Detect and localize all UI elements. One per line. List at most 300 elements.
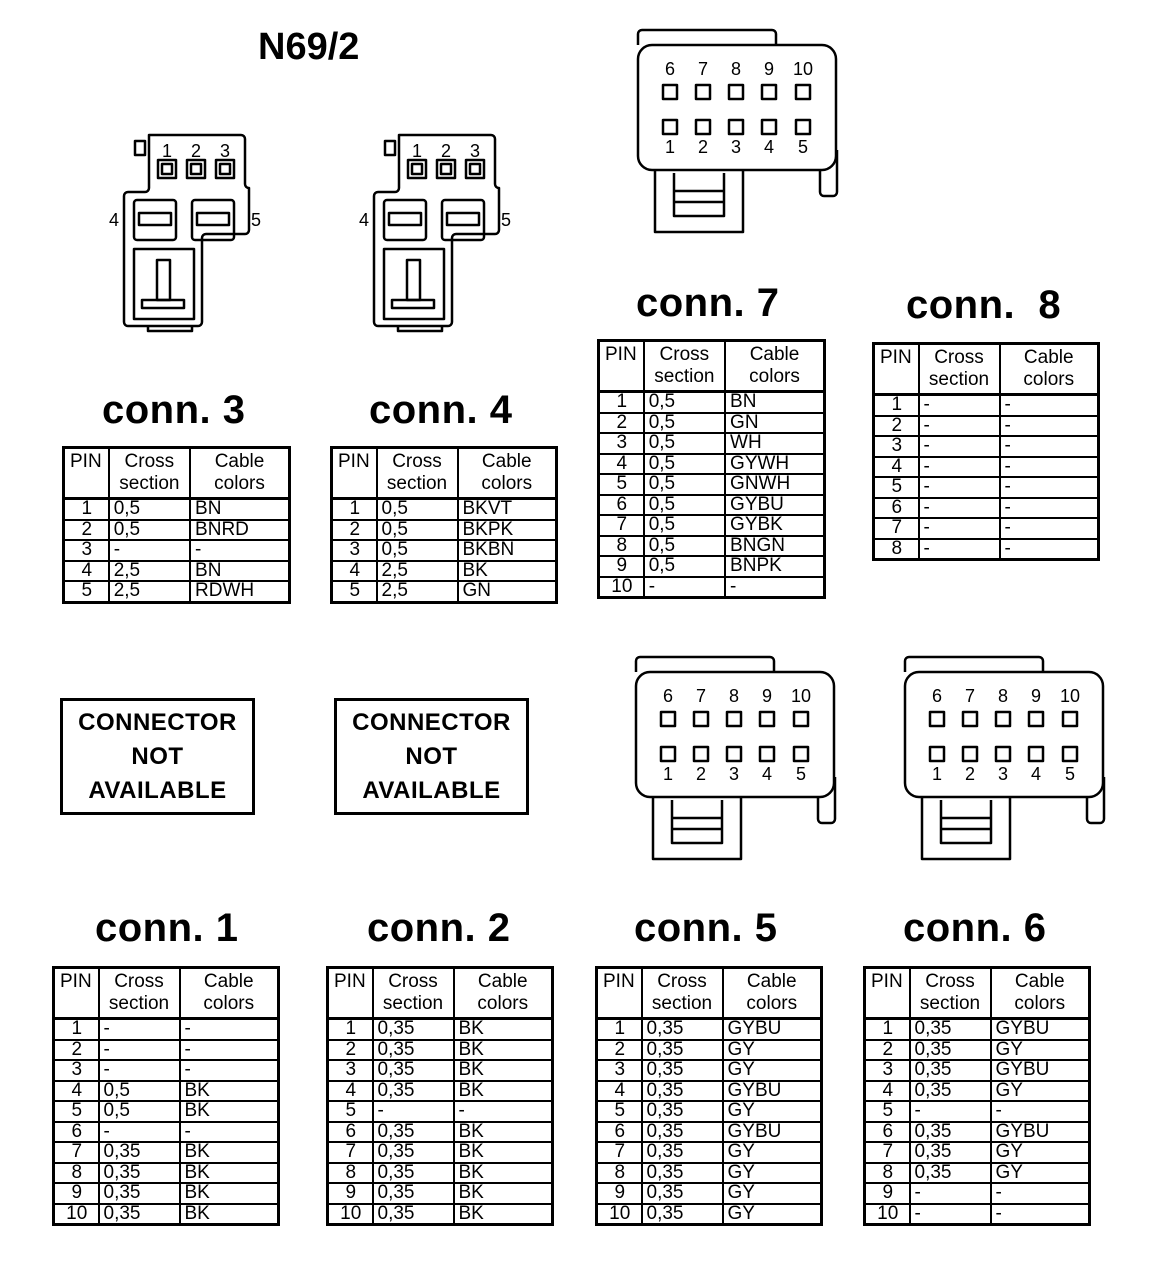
pin-number: 7 [597, 1142, 642, 1163]
small-pin [437, 160, 455, 178]
cross-section-value: 2,5 [109, 581, 190, 602]
cross-section-value: 0,5 [644, 392, 725, 413]
connector-3-drawing [104, 132, 264, 337]
connector-7-drawing [630, 30, 845, 240]
pin-label: 5 [797, 137, 809, 157]
table-row [54, 1142, 279, 1163]
pin-number: 1 [865, 1019, 910, 1040]
cross-section-value: 0,35 [373, 1019, 454, 1040]
cable-color-value: BKVT [458, 499, 557, 520]
connector-6-drawing [897, 657, 1112, 867]
cable-color-value: - [1000, 477, 1099, 498]
pin-header: PIN [597, 968, 642, 1019]
top-pin [963, 712, 977, 726]
table-row [54, 1081, 279, 1102]
pin-number: 3 [64, 540, 109, 561]
cross-section-value: 0,35 [910, 1142, 991, 1163]
cross-section-header: Cross section [919, 344, 1000, 395]
cable-color-value: GY [723, 1101, 822, 1122]
cross-section-value: 0,35 [910, 1081, 991, 1102]
cable-color-value: BNRD [190, 520, 289, 541]
top-pin [663, 85, 677, 99]
cross-section-header: Cross section [109, 448, 190, 499]
pin-number: 5 [332, 581, 377, 602]
cable-color-value: GY [723, 1142, 822, 1163]
table-row [599, 454, 825, 475]
page-title: N69/2 [258, 26, 360, 68]
pin-number: 9 [597, 1183, 642, 1204]
pin-header: PIN [64, 448, 109, 499]
cross-section-value: 0,35 [373, 1081, 454, 1102]
pin-label: 5 [795, 764, 807, 784]
small-pin [408, 160, 426, 178]
pin-number: 3 [865, 1060, 910, 1081]
pin-label: 7 [964, 686, 976, 706]
back-plate [638, 30, 776, 45]
top-pin [729, 85, 743, 99]
pin-number: 6 [597, 1122, 642, 1143]
top-pin [696, 85, 710, 99]
cross-section-value: 0,35 [642, 1060, 723, 1081]
pin-number: 1 [328, 1019, 373, 1040]
cross-section-value: 0,5 [644, 433, 725, 454]
pin-header: PIN [599, 341, 644, 392]
table-row [54, 1183, 279, 1204]
cable-colors-header: Cable colors [454, 968, 553, 1019]
pin-number: 2 [64, 520, 109, 541]
table-row [599, 392, 825, 413]
cable-color-value: RDWH [190, 581, 289, 602]
table-row [328, 1163, 553, 1184]
table-row [54, 1122, 279, 1143]
cable-color-value: - [1000, 395, 1099, 416]
cross-section-value: - [99, 1040, 180, 1061]
conn1-pin-table [52, 966, 280, 1226]
top-pin [694, 712, 708, 726]
bottom-pin [1029, 747, 1043, 761]
pin-label: 6 [931, 686, 943, 706]
pin-label: 1 [411, 141, 423, 161]
pin-number: 10 [599, 577, 644, 598]
table-row [597, 1183, 822, 1204]
cable-color-value: GYBU [991, 1060, 1090, 1081]
cable-color-value: BK [454, 1060, 553, 1081]
table-row [332, 499, 557, 520]
pin-label: 1 [664, 137, 676, 157]
table-row [599, 536, 825, 557]
pin-label: 2 [440, 141, 452, 161]
pin-label: 8 [730, 59, 742, 79]
table-row [328, 1081, 553, 1102]
pin-number: 1 [332, 499, 377, 520]
table-row [64, 581, 290, 602]
pin-number: 8 [865, 1163, 910, 1184]
pin-number: 4 [332, 561, 377, 582]
pin-number: 1 [64, 499, 109, 520]
cross-section-value: - [919, 539, 1000, 560]
cable-color-value: BK [454, 1040, 553, 1061]
cable-color-value: GY [723, 1163, 822, 1184]
top-pin [762, 85, 776, 99]
pin-label: 2 [190, 141, 202, 161]
latch-inner [672, 800, 722, 843]
conn1-title: conn. 1 [95, 906, 239, 950]
cable-color-value: GY [991, 1081, 1090, 1102]
cross-section-value: 0,5 [644, 536, 725, 557]
pin-number: 3 [54, 1060, 99, 1081]
small-pin [187, 160, 205, 178]
pin-label: 9 [763, 59, 775, 79]
pin-label: 10 [792, 59, 814, 79]
cross-section-value: - [919, 416, 1000, 437]
cross-section-value: 0,35 [910, 1019, 991, 1040]
table-row [328, 1204, 553, 1225]
pin-number: 10 [597, 1204, 642, 1225]
cable-color-value: - [180, 1019, 279, 1040]
pin-header: PIN [874, 344, 919, 395]
table-row [865, 1142, 1090, 1163]
cable-color-value: GY [991, 1040, 1090, 1061]
na-line-2: NOT [131, 743, 184, 770]
table-row [597, 1163, 822, 1184]
cable-color-value: - [1000, 457, 1099, 478]
bottom-pin [694, 747, 708, 761]
cable-color-value: GYBU [723, 1081, 822, 1102]
table-row [597, 1204, 822, 1225]
cross-section-header: Cross section [910, 968, 991, 1019]
pin-number: 5 [54, 1101, 99, 1122]
na-line-2: NOT [405, 743, 458, 770]
table-row [599, 433, 825, 454]
connector-1-not-available [60, 698, 255, 815]
table-row [597, 1101, 822, 1122]
pin-label: 5 [501, 210, 512, 230]
table-row [865, 1204, 1090, 1225]
pin-label: 9 [1030, 686, 1042, 706]
pin-label: 6 [664, 59, 676, 79]
cross-section-value: 2,5 [109, 561, 190, 582]
pin-label: 5 [1064, 764, 1076, 784]
latch-base [142, 300, 184, 308]
cross-section-value: 0,35 [910, 1122, 991, 1143]
cable-color-value: - [180, 1040, 279, 1061]
pin-number: 8 [54, 1163, 99, 1184]
cable-color-value: - [991, 1183, 1090, 1204]
conn8-title: conn. 8 [906, 283, 1062, 327]
pin-number: 4 [865, 1081, 910, 1102]
bottom-pin [996, 747, 1010, 761]
pin-4-housing [384, 200, 426, 240]
pin-number: 2 [865, 1040, 910, 1061]
cross-section-header: Cross section [373, 968, 454, 1019]
table-row [874, 395, 1099, 416]
pin-number: 7 [599, 515, 644, 536]
table-row [597, 1122, 822, 1143]
pin-number: 10 [865, 1204, 910, 1225]
pin-label: 1 [662, 764, 674, 784]
pin-number: 9 [599, 556, 644, 577]
conn8-pin-table [872, 342, 1100, 561]
table-row [64, 540, 290, 561]
pin-number: 4 [64, 561, 109, 582]
na-line-1: CONNECTOR [352, 709, 511, 736]
pin-label: 3 [728, 764, 740, 784]
conn5-pin-table [595, 966, 823, 1226]
cable-color-value: BNGN [725, 536, 824, 557]
pin-number: 3 [874, 436, 919, 457]
cross-section-value: 0,5 [644, 495, 725, 516]
cross-section-value: 0,5 [377, 520, 458, 541]
cable-color-value: BK [454, 1019, 553, 1040]
cable-color-value: GY [723, 1060, 822, 1081]
table-row [54, 1060, 279, 1081]
top-pin [1063, 712, 1077, 726]
back-plate [905, 657, 1043, 672]
cable-color-value: WH [725, 433, 824, 454]
pin-number: 6 [328, 1122, 373, 1143]
pin-number: 4 [54, 1081, 99, 1102]
small-pin [158, 160, 176, 178]
cross-section-value: 0,35 [910, 1163, 991, 1184]
cross-section-header: Cross section [642, 968, 723, 1019]
pin-number: 7 [865, 1142, 910, 1163]
cross-section-header: Cross section [99, 968, 180, 1019]
pin-number: 3 [332, 540, 377, 561]
latch-inner [674, 173, 724, 216]
cross-section-value: - [99, 1019, 180, 1040]
cable-colors-header: Cable colors [723, 968, 822, 1019]
table-row [328, 1019, 553, 1040]
side-rib [818, 777, 835, 823]
cable-color-value: BKBN [458, 540, 557, 561]
conn7-title: conn. 7 [636, 281, 780, 325]
pin-number: 5 [865, 1101, 910, 1122]
conn3-pin-table [62, 446, 291, 604]
cross-section-value: 0,35 [910, 1040, 991, 1061]
table-row [332, 540, 557, 561]
pin-number: 8 [599, 536, 644, 557]
cross-section-value: - [910, 1183, 991, 1204]
cable-color-value: BN [190, 499, 289, 520]
pin-number: 1 [597, 1019, 642, 1040]
table-row [332, 581, 557, 602]
cable-color-value: BK [454, 1183, 553, 1204]
cable-color-value: GYBK [725, 515, 824, 536]
pin-label: 6 [662, 686, 674, 706]
table-row [865, 1040, 1090, 1061]
cable-color-value: BK [458, 561, 557, 582]
cable-color-value: GY [991, 1142, 1090, 1163]
cross-section-value: - [373, 1101, 454, 1122]
bottom-pin [663, 120, 677, 134]
pin-number: 2 [54, 1040, 99, 1061]
pin-number: 4 [599, 454, 644, 475]
cross-section-value: 0,5 [99, 1081, 180, 1102]
connector-2-not-available [334, 698, 529, 815]
pin-4-blade [389, 213, 421, 225]
cable-color-value: GY [991, 1163, 1090, 1184]
small-pin-inner [220, 164, 230, 174]
conn7-pin-table [597, 339, 826, 599]
pin-4-blade [139, 213, 171, 225]
cable-color-value: BNPK [725, 556, 824, 577]
connector-4-drawing [354, 132, 514, 337]
cable-color-value: BK [180, 1204, 279, 1225]
bottom-pin [727, 747, 741, 761]
side-rib [820, 150, 837, 196]
small-pin-inner [162, 164, 172, 174]
table-row [328, 1122, 553, 1143]
pin-number: 2 [874, 416, 919, 437]
cross-section-value: 0,35 [373, 1040, 454, 1061]
cross-section-value: 0,5 [644, 413, 725, 434]
cross-section-value: - [644, 577, 725, 598]
table-row [332, 561, 557, 582]
conn2-pin-table [326, 966, 554, 1226]
bottom-pin [794, 747, 808, 761]
pin-number: 8 [874, 539, 919, 560]
conn3-title: conn. 3 [102, 388, 246, 432]
pin-number: 10 [328, 1204, 373, 1225]
cross-section-value: 0,5 [99, 1101, 180, 1122]
bottom-pin [930, 747, 944, 761]
cross-section-value: 0,5 [644, 515, 725, 536]
cable-color-value: BN [725, 392, 824, 413]
cross-section-value: - [99, 1122, 180, 1143]
cross-section-value: - [99, 1060, 180, 1081]
table-row [328, 1060, 553, 1081]
pin-number: 5 [328, 1101, 373, 1122]
small-pin-inner [191, 164, 201, 174]
table-row [599, 515, 825, 536]
pin-number: 3 [597, 1060, 642, 1081]
pin-number: 8 [328, 1163, 373, 1184]
table-row [54, 1163, 279, 1184]
cable-color-value: BK [454, 1204, 553, 1225]
cross-section-value: 0,35 [99, 1204, 180, 1225]
top-pin [1029, 712, 1043, 726]
cable-color-value: - [991, 1101, 1090, 1122]
cable-color-value: BK [180, 1163, 279, 1184]
cross-section-header: Cross section [377, 448, 458, 499]
cross-section-value: 2,5 [377, 581, 458, 602]
cross-section-value: - [919, 518, 1000, 539]
cable-colors-header: Cable colors [180, 968, 279, 1019]
cable-color-value: BN [190, 561, 289, 582]
cross-section-value: 0,35 [910, 1060, 991, 1081]
cross-section-header: Cross section [644, 341, 725, 392]
cross-section-value: 0,5 [377, 499, 458, 520]
table-row [874, 416, 1099, 437]
pin-number: 2 [597, 1040, 642, 1061]
cable-colors-header: Cable colors [1000, 344, 1099, 395]
cable-color-value: GYBU [723, 1019, 822, 1040]
cross-section-value: 0,35 [373, 1183, 454, 1204]
cable-color-value: BK [180, 1142, 279, 1163]
bottom-pin [1063, 747, 1077, 761]
table-row [599, 556, 825, 577]
conn5-title: conn. 5 [634, 906, 778, 950]
table-row [874, 457, 1099, 478]
pin-label: 2 [697, 137, 709, 157]
latch-tab [385, 141, 395, 155]
pin-number: 5 [599, 474, 644, 495]
cable-color-value: GY [723, 1204, 822, 1225]
table-row [865, 1122, 1090, 1143]
cross-section-value: - [919, 498, 1000, 519]
table-row [54, 1019, 279, 1040]
cable-color-value: GYWH [725, 454, 824, 475]
pin-number: 5 [64, 581, 109, 602]
cable-colors-header: Cable colors [190, 448, 289, 499]
conn6-title: conn. 6 [903, 906, 1047, 950]
conn6-pin-table [863, 966, 1091, 1226]
small-pin-inner [470, 164, 480, 174]
table-row [54, 1101, 279, 1122]
bottom-pin [696, 120, 710, 134]
table-row [54, 1040, 279, 1061]
conn4-pin-table [330, 446, 558, 604]
cross-section-value: 0,35 [99, 1163, 180, 1184]
pin-number: 1 [874, 395, 919, 416]
table-row [597, 1142, 822, 1163]
pin-number: 7 [874, 518, 919, 539]
table-row [599, 577, 825, 598]
pin-label: 4 [1030, 764, 1042, 784]
bottom-pin [796, 120, 810, 134]
cable-color-value: BK [454, 1122, 553, 1143]
pin-number: 2 [599, 413, 644, 434]
pin-number: 9 [54, 1183, 99, 1204]
top-pin [796, 85, 810, 99]
cross-section-value: 0,35 [642, 1163, 723, 1184]
pin-header: PIN [328, 968, 373, 1019]
table-row [328, 1101, 553, 1122]
latch-tab [135, 141, 145, 155]
cable-color-value: GYBU [991, 1122, 1090, 1143]
top-pin [996, 712, 1010, 726]
cross-section-value: - [919, 457, 1000, 478]
small-pin [466, 160, 484, 178]
pin-label: 4 [761, 764, 773, 784]
conn4-title: conn. 4 [369, 388, 513, 432]
cross-section-value: 0,35 [373, 1122, 454, 1143]
cable-color-value: BK [454, 1081, 553, 1102]
pin-number: 4 [328, 1081, 373, 1102]
cross-section-value: 0,35 [373, 1060, 454, 1081]
table-row [54, 1204, 279, 1225]
latch-base [392, 300, 434, 308]
cross-section-value: 0,5 [377, 540, 458, 561]
cross-section-value: 0,35 [642, 1040, 723, 1061]
table-row [865, 1060, 1090, 1081]
table-row [64, 561, 290, 582]
pin-label: 10 [790, 686, 812, 706]
cross-section-value: 0,5 [644, 556, 725, 577]
pin-label: 9 [761, 686, 773, 706]
top-pin [794, 712, 808, 726]
cable-color-value: - [190, 540, 289, 561]
pin-label: 1 [161, 141, 173, 161]
table-row [328, 1183, 553, 1204]
pin-label: 8 [728, 686, 740, 706]
pin-number: 3 [328, 1060, 373, 1081]
cable-color-value: GNWH [725, 474, 824, 495]
cross-section-value: - [919, 395, 1000, 416]
table-row [865, 1081, 1090, 1102]
cable-color-value: BK [454, 1163, 553, 1184]
cable-color-value: - [180, 1122, 279, 1143]
